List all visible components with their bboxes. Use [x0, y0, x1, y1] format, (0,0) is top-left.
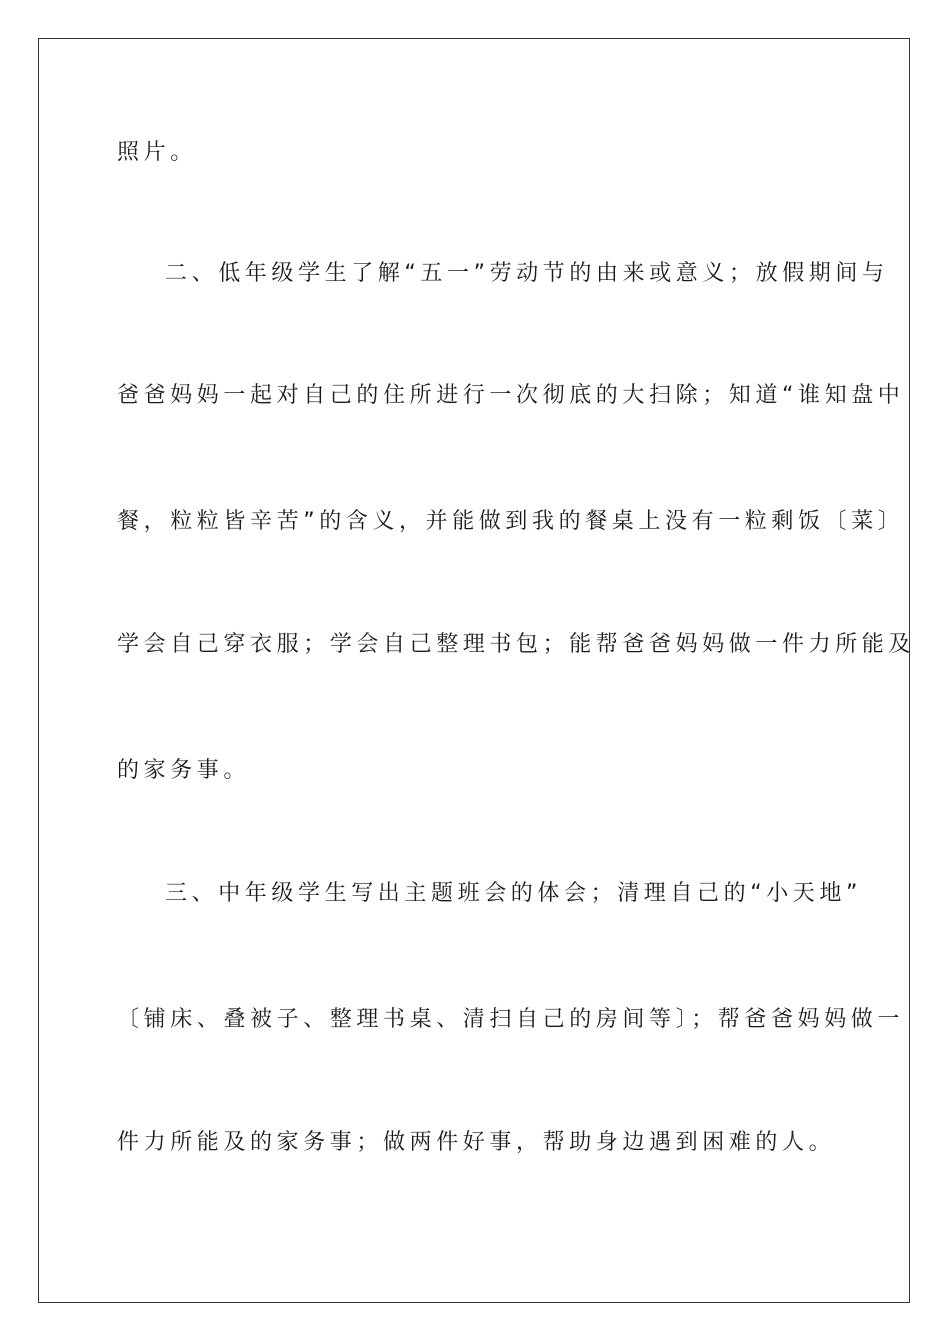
text-line-8: 〔铺床、叠被子、整理书桌、清扫自己的房间等〕；帮爸爸妈妈做一 — [117, 1007, 905, 1032]
text-line-3: 爸爸妈妈一起对自己的住所进行一次彻底的大扫除；知道“谁知盘中 — [117, 383, 905, 408]
text-line-6: 的家务事。 — [117, 758, 251, 783]
text-line-9: 件力所能及的家务事；做两件好事，帮助身边遇到困难的人。 — [117, 1130, 836, 1155]
page-border — [38, 38, 910, 1303]
text-line-2: 二、低年级学生了解“五一”劳动节的由来或意义；放假期间与 — [165, 261, 889, 286]
text-line-7: 三、中年级学生写出主题班会的体会；清理自己的“小天地” — [165, 881, 862, 906]
text-line-5: 学会自己穿衣服；学会自己整理书包；能帮爸爸妈妈做一件力所能及 — [117, 632, 916, 657]
text-line-1: 照片。 — [117, 140, 197, 165]
text-line-4: 餐，粒粒皆辛苦”的含义，并能做到我的餐桌上没有一粒剩饭〔菜〕 — [117, 509, 905, 534]
